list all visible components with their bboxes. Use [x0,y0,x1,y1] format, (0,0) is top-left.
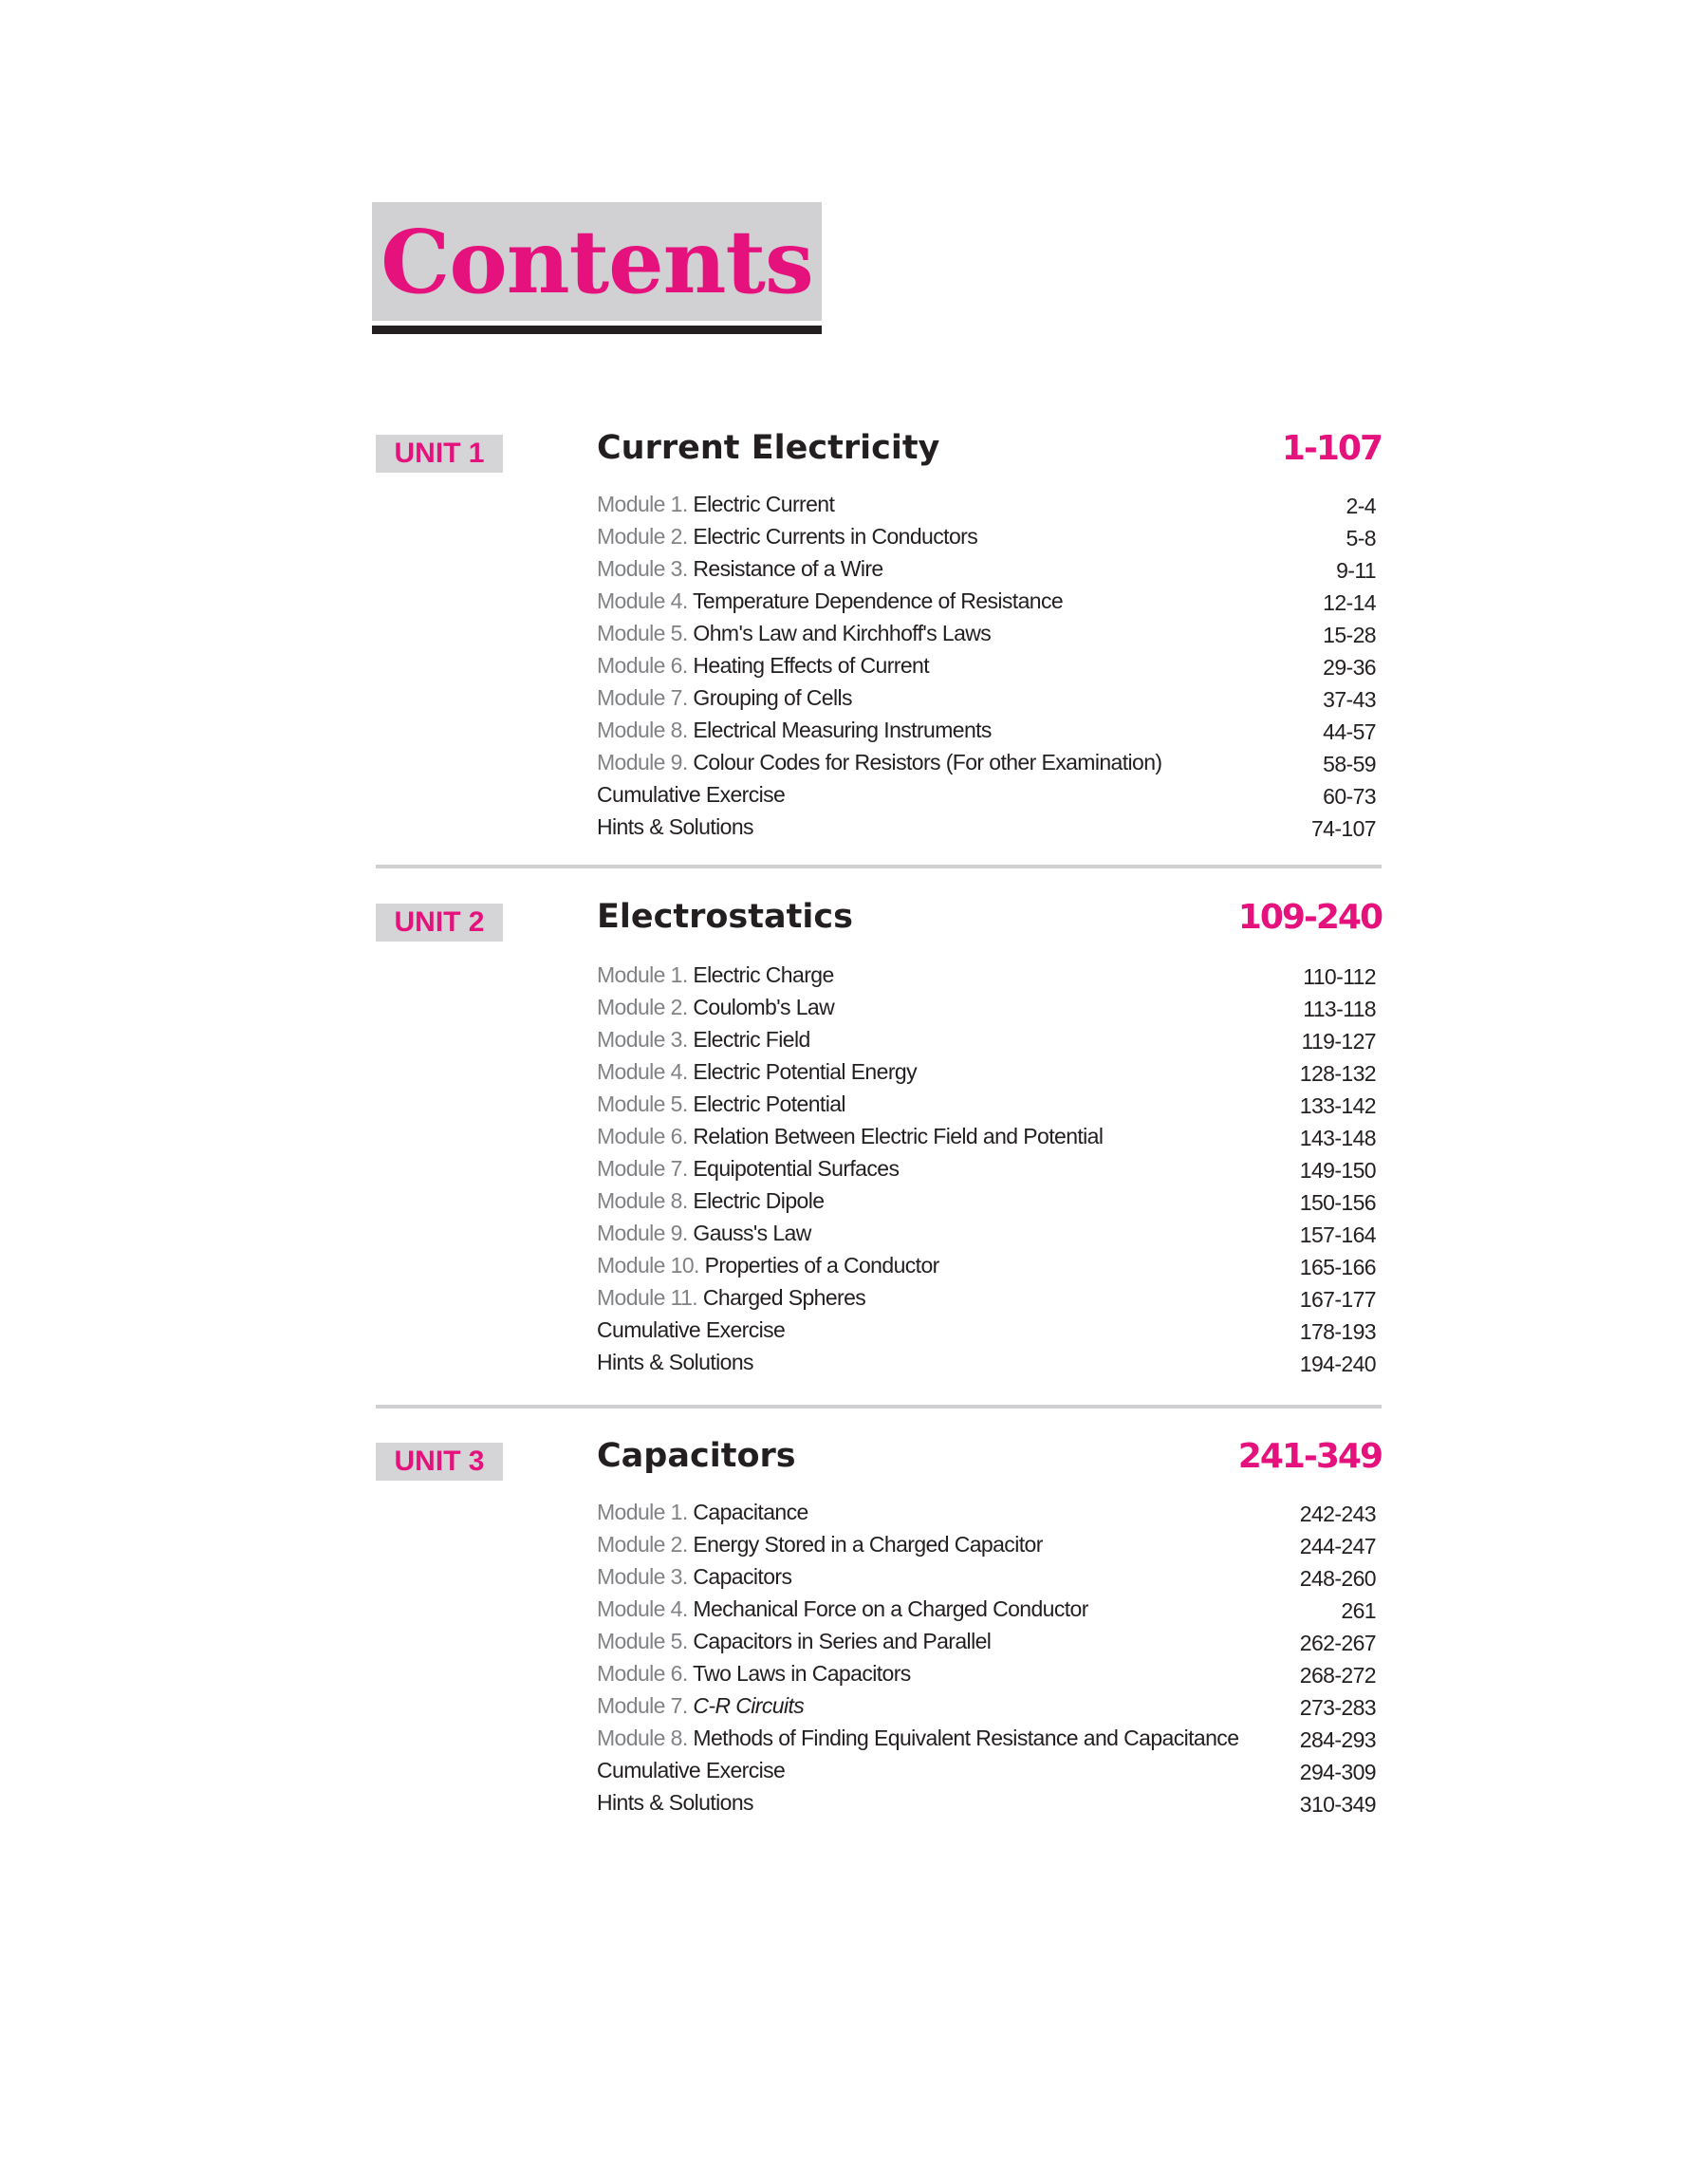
contents-title-block [372,202,822,321]
module-pages: 119-127 [1301,1029,1376,1054]
module-row[interactable]: Cumulative Exercise 294-309 [597,1754,1382,1786]
unit-badge: UNIT 2 [376,904,503,942]
module-row[interactable]: Hints & Solutions 310-349 [597,1786,1382,1819]
unit-title: Electrostatics [597,898,853,936]
module-row[interactable]: Module 2. Coulomb's Law 113-118 [597,991,1382,1023]
module-pages: 143-148 [1299,1126,1376,1150]
module-row[interactable]: Module 5. Capacitors in Series and Parallel 262-267 [597,1625,1382,1657]
module-row[interactable]: Module 4. Mechanical Force on a Charged Conductor 261 [597,1593,1382,1625]
module-row[interactable]: Module 3. Electric Field 119-127 [597,1023,1382,1055]
module-row[interactable]: Module 6. Heating Effects of Current 29-36 [597,649,1382,681]
module-row[interactable]: Module 9. Colour Codes for Resistors (For other Examination) 58-59 [597,746,1382,778]
module-row[interactable]: Module 10. Properties of a Conductor 165-166 [597,1249,1382,1281]
module-pages: 261 [1341,1598,1376,1623]
module-row[interactable]: Module 1. Capacitance 242-243 [597,1496,1382,1528]
module-pages: 113-118 [1303,997,1376,1021]
module-pages: 74-107 [1310,816,1376,841]
module-pages: 15-28 [1323,623,1376,647]
module-row[interactable]: Module 2. Energy Stored in a Charged Capacitor 244-247 [597,1528,1382,1560]
module-pages: 273-283 [1299,1695,1376,1720]
module-row[interactable]: Hints & Solutions 194-240 [597,1346,1382,1378]
module-list [597,1496,1382,1819]
module-row[interactable]: Module 7. Equipotential Surfaces 149-150 [597,1152,1382,1185]
module-pages: 60-73 [1323,784,1376,809]
module-pages: 242-243 [1299,1502,1376,1526]
unit-title: Capacitors [597,1437,796,1475]
module-row[interactable]: Module 4. Electric Potential Energy 128-132 [597,1055,1382,1088]
module-pages: 150-156 [1299,1190,1376,1215]
module-row[interactable]: Module 6. Relation Between Electric Field and Potential 143-148 [597,1120,1382,1152]
module-pages: 44-57 [1323,719,1376,744]
module-pages: 133-142 [1299,1093,1376,1118]
module-row[interactable]: Cumulative Exercise 178-193 [597,1314,1382,1346]
module-pages: 165-166 [1299,1255,1376,1279]
module-row[interactable]: Module 5. Electric Potential 133-142 [597,1088,1382,1120]
module-pages: 58-59 [1323,752,1376,776]
module-row[interactable]: Module 4. Temperature Dependence of Resistance 12-14 [597,585,1382,617]
title-underline [372,326,822,334]
module-row[interactable]: Cumulative Exercise 60-73 [597,778,1382,811]
module-pages: 110-112 [1303,964,1376,989]
module-list [597,959,1382,1378]
module-pages: 248-260 [1299,1566,1376,1591]
module-list [597,488,1382,843]
unit-page-range: 241-349 [1237,1437,1382,1476]
module-pages: 149-150 [1299,1158,1376,1183]
module-pages: 167-177 [1299,1287,1376,1312]
module-row[interactable]: Module 1. Electric Current 2-4 [597,488,1382,520]
module-row[interactable]: Hints & Solutions 74-107 [597,811,1382,843]
unit-page-range: 1-107 [1281,429,1382,468]
module-row[interactable]: Module 8. Methods of Finding Equivalent Resistance and Capacitance 284-293 [597,1722,1382,1754]
module-row[interactable]: Module 5. Ohm's Law and Kirchhoff's Laws 15-28 [597,617,1382,649]
unit-divider [376,865,1382,868]
module-pages: 194-240 [1299,1352,1376,1376]
module-row[interactable]: Module 11. Charged Spheres 167-177 [597,1281,1382,1314]
module-pages: 29-36 [1323,655,1376,680]
module-pages: 9-11 [1336,558,1376,583]
unit-divider [376,1405,1382,1409]
module-pages: 310-349 [1299,1792,1376,1817]
module-row[interactable]: Module 1. Electric Charge 110-112 [597,959,1382,991]
module-row[interactable]: Module 3. Resistance of a Wire 9-11 [597,552,1382,585]
module-pages: 178-193 [1299,1319,1376,1344]
module-row[interactable]: Module 6. Two Laws in Capacitors 268-272 [597,1657,1382,1689]
page-title: Contents [381,210,813,313]
module-pages: 37-43 [1323,687,1376,712]
module-row[interactable]: Module 8. Electric Dipole 150-156 [597,1185,1382,1217]
module-row[interactable]: Module 7. C-R Circuits 273-283 [597,1689,1382,1722]
module-pages: 157-164 [1299,1222,1376,1247]
module-pages: 294-309 [1299,1760,1376,1784]
module-pages: 268-272 [1299,1663,1376,1688]
module-pages: 12-14 [1323,590,1376,615]
module-pages: 5-8 [1346,526,1376,550]
module-row[interactable]: Module 3. Capacitors 248-260 [597,1560,1382,1593]
module-pages: 244-247 [1299,1534,1376,1558]
module-pages: 128-132 [1299,1061,1376,1086]
module-pages: 284-293 [1299,1727,1376,1752]
unit-badge: UNIT 1 [376,435,503,473]
module-row[interactable]: Module 8. Electrical Measuring Instruments 44-57 [597,714,1382,746]
module-pages: 262-267 [1299,1631,1376,1655]
module-row[interactable]: Module 7. Grouping of Cells 37-43 [597,681,1382,714]
module-row[interactable]: Module 9. Gauss's Law 157-164 [597,1217,1382,1249]
unit-title: Current Electricity [597,429,940,467]
unit-page-range: 109-240 [1237,898,1382,937]
module-row[interactable]: Module 2. Electric Currents in Conductors 5-8 [597,520,1382,552]
unit-badge: UNIT 3 [376,1443,503,1481]
module-pages: 2-4 [1346,494,1376,518]
